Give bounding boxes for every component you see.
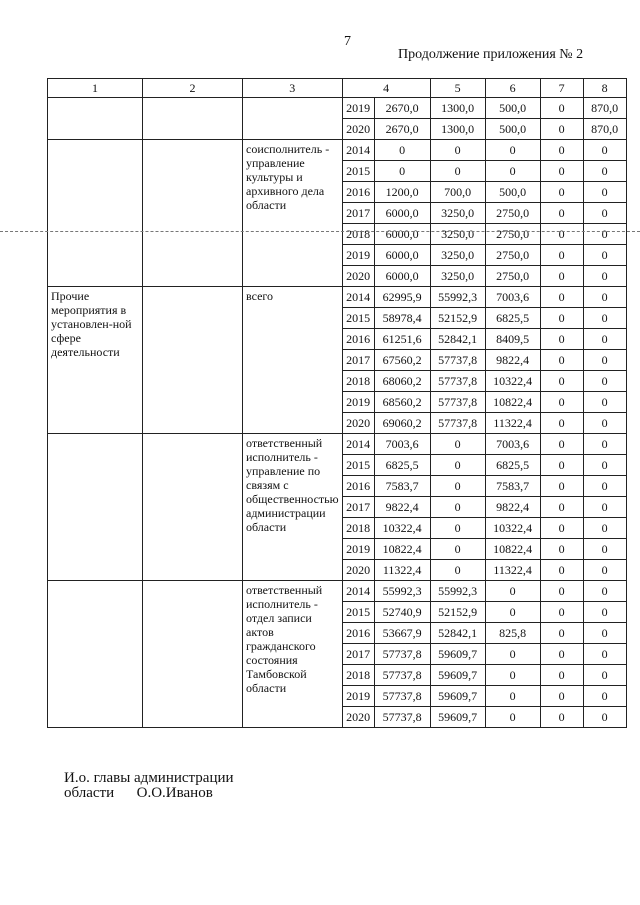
- col8-cell: 0: [583, 224, 626, 245]
- signature-title: И.о. главы администрации: [64, 770, 234, 786]
- year-cell: 2020: [342, 266, 374, 287]
- year-cell: 2018: [342, 518, 374, 539]
- federal-cell: 0: [430, 518, 485, 539]
- total-cell: 52740,9: [374, 602, 430, 623]
- regional-cell: 0: [485, 161, 540, 182]
- table-row: [48, 434, 627, 455]
- regional-cell: 500,0: [485, 119, 540, 140]
- total-cell: 9822,4: [374, 497, 430, 518]
- col7-cell: 0: [540, 707, 583, 728]
- federal-cell: 3250,0: [430, 203, 485, 224]
- col7-cell: 0: [540, 518, 583, 539]
- year-cell: 2015: [342, 455, 374, 476]
- federal-cell: 59609,7: [430, 644, 485, 665]
- col8-cell: 0: [583, 413, 626, 434]
- col8-cell: 0: [583, 686, 626, 707]
- federal-cell: 3250,0: [430, 245, 485, 266]
- col8-cell: 0: [583, 371, 626, 392]
- total-cell: 55992,3: [374, 581, 430, 602]
- year-cell: 2018: [342, 665, 374, 686]
- col8-cell: 0: [583, 560, 626, 581]
- col7-cell: 0: [540, 665, 583, 686]
- regional-cell: 11322,4: [485, 413, 540, 434]
- total-cell: 53667,9: [374, 623, 430, 644]
- col7-cell: 0: [540, 140, 583, 161]
- header-col-3: 3: [243, 79, 343, 98]
- col8-cell: 0: [583, 476, 626, 497]
- header-col-1: 1: [48, 79, 143, 98]
- regional-cell: 9822,4: [485, 350, 540, 371]
- col8-cell: 0: [583, 308, 626, 329]
- col7-cell: 0: [540, 203, 583, 224]
- col7-cell: 0: [540, 98, 583, 119]
- regional-cell: 2750,0: [485, 245, 540, 266]
- year-cell: 2016: [342, 182, 374, 203]
- federal-cell: 55992,3: [430, 287, 485, 308]
- federal-cell: 700,0: [430, 182, 485, 203]
- year-cell: 2017: [342, 350, 374, 371]
- year-cell: 2017: [342, 203, 374, 224]
- col8-cell: 0: [583, 245, 626, 266]
- table-row: [48, 98, 627, 119]
- federal-cell: 1300,0: [430, 98, 485, 119]
- group-col2: [143, 581, 243, 728]
- col7-cell: 0: [540, 119, 583, 140]
- federal-cell: 59609,7: [430, 707, 485, 728]
- year-cell: 2018: [342, 371, 374, 392]
- fold-line: [0, 231, 640, 232]
- regional-cell: 9822,4: [485, 497, 540, 518]
- year-cell: 2020: [342, 413, 374, 434]
- regional-cell: 500,0: [485, 98, 540, 119]
- federal-cell: 1300,0: [430, 119, 485, 140]
- regional-cell: 500,0: [485, 182, 540, 203]
- regional-cell: 10822,4: [485, 539, 540, 560]
- regional-cell: 0: [485, 665, 540, 686]
- col8-cell: 0: [583, 203, 626, 224]
- page-number: 7: [344, 34, 351, 49]
- total-cell: 61251,6: [374, 329, 430, 350]
- year-cell: 2019: [342, 686, 374, 707]
- year-cell: 2017: [342, 644, 374, 665]
- year-cell: 2016: [342, 476, 374, 497]
- total-cell: 6000,0: [374, 224, 430, 245]
- col7-cell: 0: [540, 497, 583, 518]
- federal-cell: 59609,7: [430, 665, 485, 686]
- federal-cell: 52842,1: [430, 329, 485, 350]
- federal-cell: 57737,8: [430, 350, 485, 371]
- col7-cell: 0: [540, 581, 583, 602]
- regional-cell: 10322,4: [485, 518, 540, 539]
- total-cell: 11322,4: [374, 560, 430, 581]
- group-col2: [143, 287, 243, 434]
- year-cell: 2014: [342, 140, 374, 161]
- col8-cell: 0: [583, 161, 626, 182]
- group-col3: [243, 98, 343, 140]
- group-col3: ответственный исполнитель - управление по связям с общественностью администрации области: [243, 434, 343, 581]
- total-cell: 67560,2: [374, 350, 430, 371]
- header-col-8: 8: [583, 79, 626, 98]
- col8-cell: 870,0: [583, 98, 626, 119]
- col7-cell: 0: [540, 539, 583, 560]
- col8-cell: 0: [583, 539, 626, 560]
- col7-cell: 0: [540, 245, 583, 266]
- col8-cell: 0: [583, 140, 626, 161]
- total-cell: 57737,8: [374, 665, 430, 686]
- header-row: [48, 79, 627, 98]
- federal-cell: 3250,0: [430, 224, 485, 245]
- header-col-7: 7: [540, 79, 583, 98]
- regional-cell: 10322,4: [485, 371, 540, 392]
- total-cell: 0: [374, 140, 430, 161]
- col7-cell: 0: [540, 560, 583, 581]
- regional-cell: 0: [485, 644, 540, 665]
- year-cell: 2015: [342, 161, 374, 182]
- header-col-2: 2: [143, 79, 243, 98]
- regional-cell: 6825,5: [485, 308, 540, 329]
- header-col-6: 6: [485, 79, 540, 98]
- signature-block: [64, 771, 234, 801]
- total-cell: 10822,4: [374, 539, 430, 560]
- col8-cell: 0: [583, 581, 626, 602]
- regional-cell: 6825,5: [485, 455, 540, 476]
- federal-cell: 57737,8: [430, 392, 485, 413]
- regional-cell: 0: [485, 140, 540, 161]
- group-col1: Прочие мероприятия в установлен-ной сфере деятельности: [48, 287, 143, 434]
- col7-cell: 0: [540, 455, 583, 476]
- col7-cell: 0: [540, 350, 583, 371]
- regional-cell: 0: [485, 707, 540, 728]
- total-cell: 7003,6: [374, 434, 430, 455]
- year-cell: 2019: [342, 245, 374, 266]
- col7-cell: 0: [540, 182, 583, 203]
- total-cell: 2670,0: [374, 119, 430, 140]
- regional-cell: 11322,4: [485, 560, 540, 581]
- regional-cell: 0: [485, 581, 540, 602]
- year-cell: 2014: [342, 434, 374, 455]
- col8-cell: 0: [583, 497, 626, 518]
- federal-cell: 52842,1: [430, 623, 485, 644]
- regional-cell: 0: [485, 602, 540, 623]
- col7-cell: 0: [540, 602, 583, 623]
- year-cell: 2019: [342, 539, 374, 560]
- regional-cell: 825,8: [485, 623, 540, 644]
- total-cell: 57737,8: [374, 707, 430, 728]
- total-cell: 2670,0: [374, 98, 430, 119]
- federal-cell: 57737,8: [430, 371, 485, 392]
- col7-cell: 0: [540, 224, 583, 245]
- federal-cell: 52152,9: [430, 308, 485, 329]
- federal-cell: 52152,9: [430, 602, 485, 623]
- table-row: [48, 140, 627, 161]
- federal-cell: 0: [430, 434, 485, 455]
- group-col1: [48, 581, 143, 728]
- col8-cell: 870,0: [583, 119, 626, 140]
- total-cell: 68560,2: [374, 392, 430, 413]
- regional-cell: 10822,4: [485, 392, 540, 413]
- total-cell: 1200,0: [374, 182, 430, 203]
- col7-cell: 0: [540, 266, 583, 287]
- year-cell: 2020: [342, 707, 374, 728]
- federal-cell: 55992,3: [430, 581, 485, 602]
- col7-cell: 0: [540, 413, 583, 434]
- regional-cell: 8409,5: [485, 329, 540, 350]
- col7-cell: 0: [540, 308, 583, 329]
- federal-cell: 0: [430, 539, 485, 560]
- col7-cell: 0: [540, 392, 583, 413]
- budget-table: [47, 78, 627, 728]
- year-cell: 2016: [342, 623, 374, 644]
- year-cell: 2017: [342, 497, 374, 518]
- year-cell: 2014: [342, 581, 374, 602]
- year-cell: 2015: [342, 308, 374, 329]
- col7-cell: 0: [540, 476, 583, 497]
- total-cell: 57737,8: [374, 644, 430, 665]
- group-col2: [143, 140, 243, 287]
- header-col-5: 5: [430, 79, 485, 98]
- regional-cell: 7003,6: [485, 434, 540, 455]
- regional-cell: 2750,0: [485, 203, 540, 224]
- table-row: [48, 287, 627, 308]
- total-cell: 10322,4: [374, 518, 430, 539]
- col8-cell: 0: [583, 350, 626, 371]
- col8-cell: 0: [583, 329, 626, 350]
- total-cell: 6000,0: [374, 266, 430, 287]
- col8-cell: 0: [583, 455, 626, 476]
- total-cell: 6000,0: [374, 203, 430, 224]
- federal-cell: 0: [430, 455, 485, 476]
- year-cell: 2020: [342, 119, 374, 140]
- group-col1: [48, 140, 143, 287]
- regional-cell: 0: [485, 686, 540, 707]
- total-cell: 69060,2: [374, 413, 430, 434]
- year-cell: 2016: [342, 329, 374, 350]
- col7-cell: 0: [540, 434, 583, 455]
- col8-cell: 0: [583, 644, 626, 665]
- group-col2: [143, 98, 243, 140]
- total-cell: 6825,5: [374, 455, 430, 476]
- col8-cell: 0: [583, 434, 626, 455]
- col8-cell: 0: [583, 602, 626, 623]
- group-col1: [48, 434, 143, 581]
- col7-cell: 0: [540, 686, 583, 707]
- total-cell: 6000,0: [374, 245, 430, 266]
- year-cell: 2018: [342, 224, 374, 245]
- year-cell: 2019: [342, 98, 374, 119]
- col7-cell: 0: [540, 287, 583, 308]
- table-row: [48, 581, 627, 602]
- group-col3: всего: [243, 287, 343, 434]
- col8-cell: 0: [583, 707, 626, 728]
- year-cell: 2019: [342, 392, 374, 413]
- federal-cell: 0: [430, 560, 485, 581]
- total-cell: 62995,9: [374, 287, 430, 308]
- col7-cell: 0: [540, 329, 583, 350]
- federal-cell: 0: [430, 476, 485, 497]
- col7-cell: 0: [540, 161, 583, 182]
- federal-cell: 0: [430, 497, 485, 518]
- signature-name: области О.О.Иванов: [64, 785, 213, 801]
- col7-cell: 0: [540, 371, 583, 392]
- regional-cell: 2750,0: [485, 224, 540, 245]
- regional-cell: 7003,6: [485, 287, 540, 308]
- group-col1: [48, 98, 143, 140]
- col8-cell: 0: [583, 266, 626, 287]
- col8-cell: 0: [583, 665, 626, 686]
- col7-cell: 0: [540, 644, 583, 665]
- col8-cell: 0: [583, 182, 626, 203]
- total-cell: 68060,2: [374, 371, 430, 392]
- federal-cell: 3250,0: [430, 266, 485, 287]
- total-cell: 58978,4: [374, 308, 430, 329]
- year-cell: 2014: [342, 287, 374, 308]
- total-cell: 7583,7: [374, 476, 430, 497]
- total-cell: 57737,8: [374, 686, 430, 707]
- federal-cell: 0: [430, 161, 485, 182]
- regional-cell: 2750,0: [485, 266, 540, 287]
- federal-cell: 57737,8: [430, 413, 485, 434]
- regional-cell: 7583,7: [485, 476, 540, 497]
- total-cell: 0: [374, 161, 430, 182]
- federal-cell: 59609,7: [430, 686, 485, 707]
- group-col3: соисполнитель - управление культуры и архивного дела области: [243, 140, 343, 287]
- group-col2: [143, 434, 243, 581]
- year-cell: 2015: [342, 602, 374, 623]
- col8-cell: 0: [583, 518, 626, 539]
- federal-cell: 0: [430, 140, 485, 161]
- group-col3: ответственный исполнитель - отдел записи актов гражданского состояния Тамбовской области: [243, 581, 343, 728]
- col8-cell: 0: [583, 287, 626, 308]
- col8-cell: 0: [583, 392, 626, 413]
- continuation-title: Продолжение приложения № 2: [398, 47, 584, 62]
- col7-cell: 0: [540, 623, 583, 644]
- header-col-4: 4: [342, 79, 430, 98]
- year-cell: 2020: [342, 560, 374, 581]
- col8-cell: 0: [583, 623, 626, 644]
